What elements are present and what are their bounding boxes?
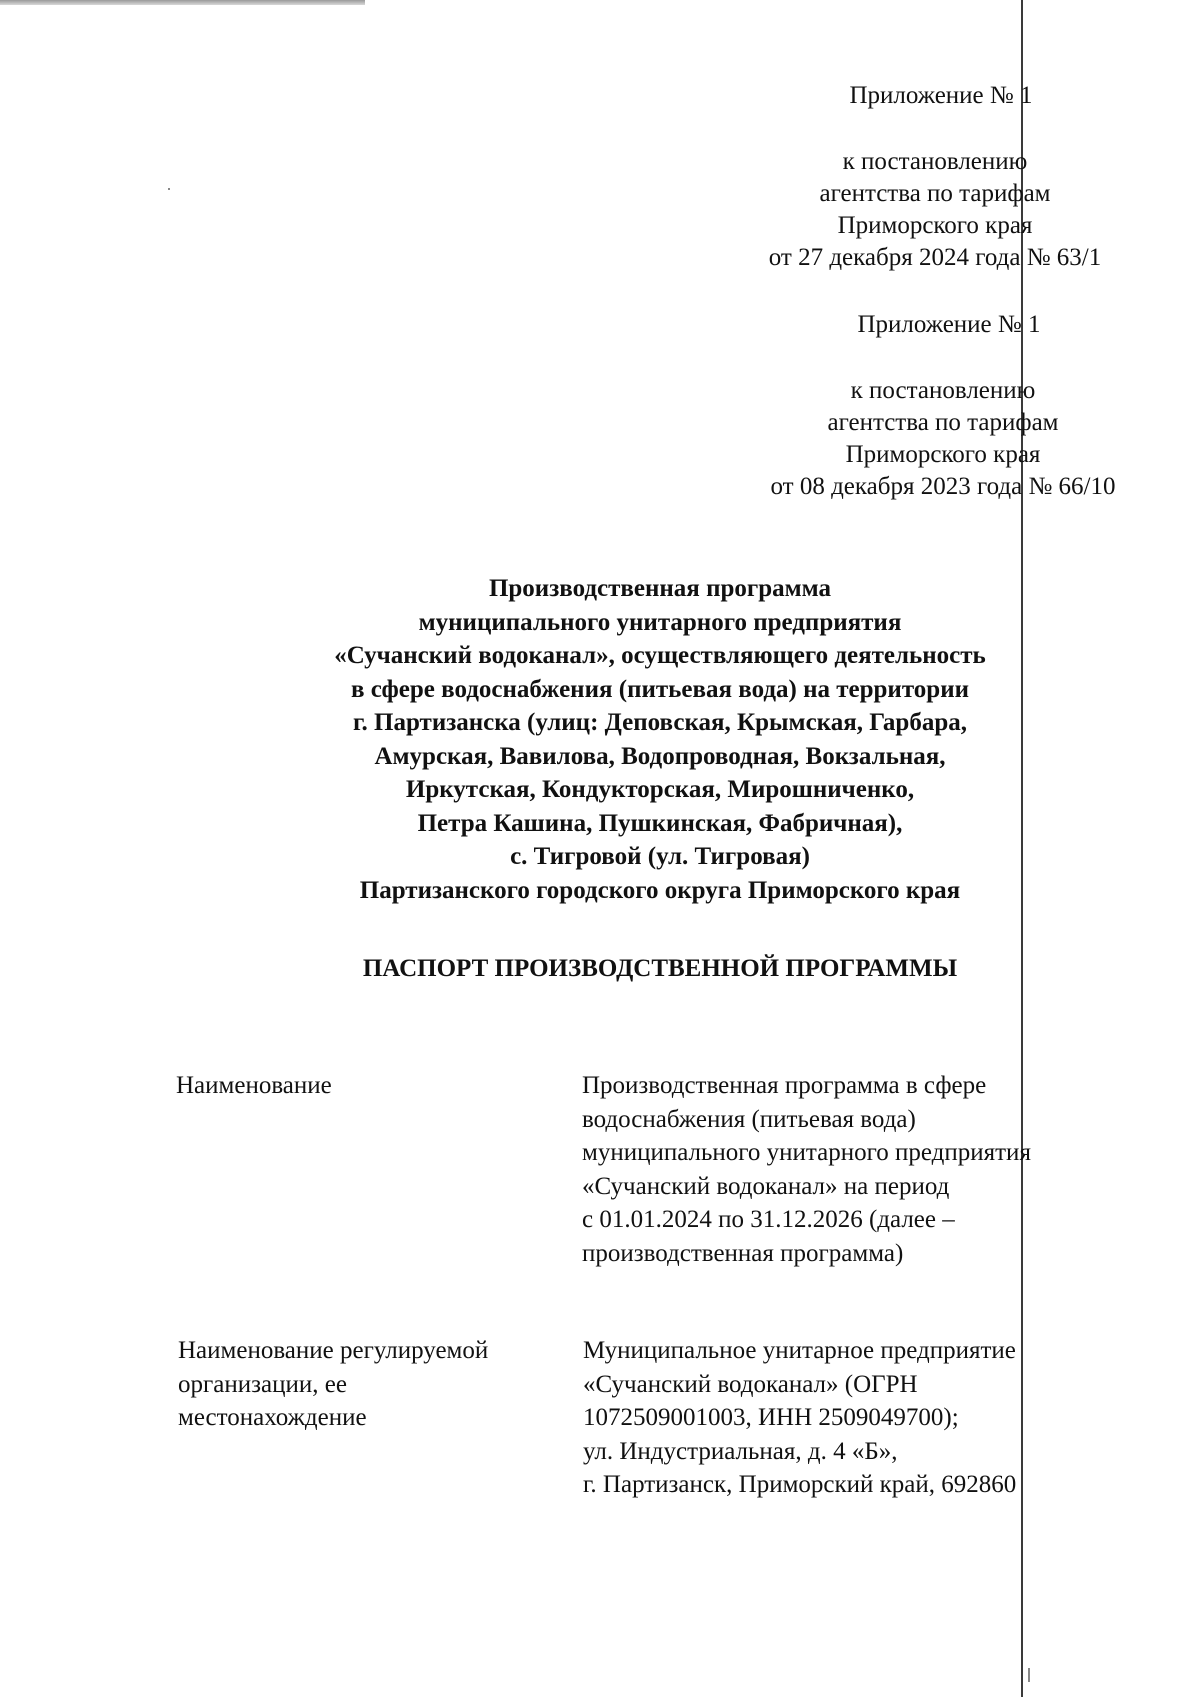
scan-speck <box>1028 1668 1030 1682</box>
title-line: г. Партизанска (улиц: Деповская, Крымская, Гарбара, <box>352 709 967 736</box>
value-line: муниципального унитарного предприятия <box>582 1139 1031 1166</box>
label-line: организации, ее <box>178 1370 347 1398</box>
appendix-date-line: от 08 декабря 2023 года № 66/10 <box>770 473 1116 500</box>
value-line: «Сучанский водоканал» (ОГРН <box>583 1370 918 1398</box>
value-line: производственная программа) <box>582 1239 904 1267</box>
title-line: Партизанского городского округа Приморского края <box>359 876 961 904</box>
appendix-line: к постановлению <box>850 377 1036 404</box>
scan-speck <box>168 188 170 190</box>
appendix-line: Приморского края <box>837 212 1033 239</box>
appendix-current <box>725 80 1145 274</box>
title-line: в сфере водоснабжения (питьевая вода) на территории <box>350 675 970 703</box>
title-line: муниципального унитарного предприятия <box>418 608 902 636</box>
value-line: ул. Индустриальная, д. 4 «Б», <box>583 1437 898 1465</box>
passport-row-name-value <box>582 1069 1031 1270</box>
appendix-previous <box>733 309 1153 503</box>
appendix-date-line: от 27 декабря 2024 года № 63/1 <box>768 244 1102 271</box>
title-line: Иркутская, Кондукторская, Мирошниченко, <box>405 776 915 803</box>
value-line: Муниципальное унитарное предприятие <box>583 1337 1016 1364</box>
appendix-line: к постановлению <box>842 148 1028 175</box>
label-line: Наименование <box>176 1072 332 1099</box>
appendix-number: Приложение № 1 <box>857 311 1041 338</box>
label-line: местонахождение <box>178 1404 367 1431</box>
appendix-line: Приморского края <box>845 441 1041 468</box>
passport-row-name-label <box>176 1069 332 1103</box>
value-line: водоснабжения (питьевая вода) <box>582 1105 916 1133</box>
passport-heading: ПАСПОРТ ПРОИЗВОДСТВЕННОЙ ПРОГРАММЫ <box>362 955 958 982</box>
passport-row-organization-value <box>583 1334 1016 1502</box>
program-title <box>250 572 1070 907</box>
value-line: «Сучанский водоканал» на период <box>582 1172 950 1200</box>
value-line: г. Партизанск, Приморский край, 692860 <box>583 1471 1017 1498</box>
value-line: Производственная программа в сфере <box>582 1072 987 1099</box>
appendix-line: агентства по тарифам <box>827 409 1059 436</box>
label-line: Наименование регулируемой <box>178 1337 489 1364</box>
title-line: Петра Кашина, Пушкинская, Фабричная), <box>417 809 903 837</box>
passport-row-organization-label <box>178 1334 488 1435</box>
value-line: с 01.01.2024 по 31.12.2026 (далее – <box>582 1206 955 1233</box>
title-line: с. Тигровой (ул. Тигровая) <box>510 843 810 870</box>
appendix-line: агентства по тарифам <box>819 180 1051 207</box>
appendix-number: Приложение № 1 <box>849 82 1033 109</box>
value-line: 1072509001003, ИНН 2509049700); <box>583 1404 959 1431</box>
title-line: Производственная программа <box>488 575 832 602</box>
title-line: Амурская, Вавилова, Водопроводная, Вокзальная, <box>374 742 946 770</box>
scan-top-smudge <box>0 0 365 5</box>
title-line: «Сучанский водоканал», осуществляющего деятельность <box>334 642 986 669</box>
